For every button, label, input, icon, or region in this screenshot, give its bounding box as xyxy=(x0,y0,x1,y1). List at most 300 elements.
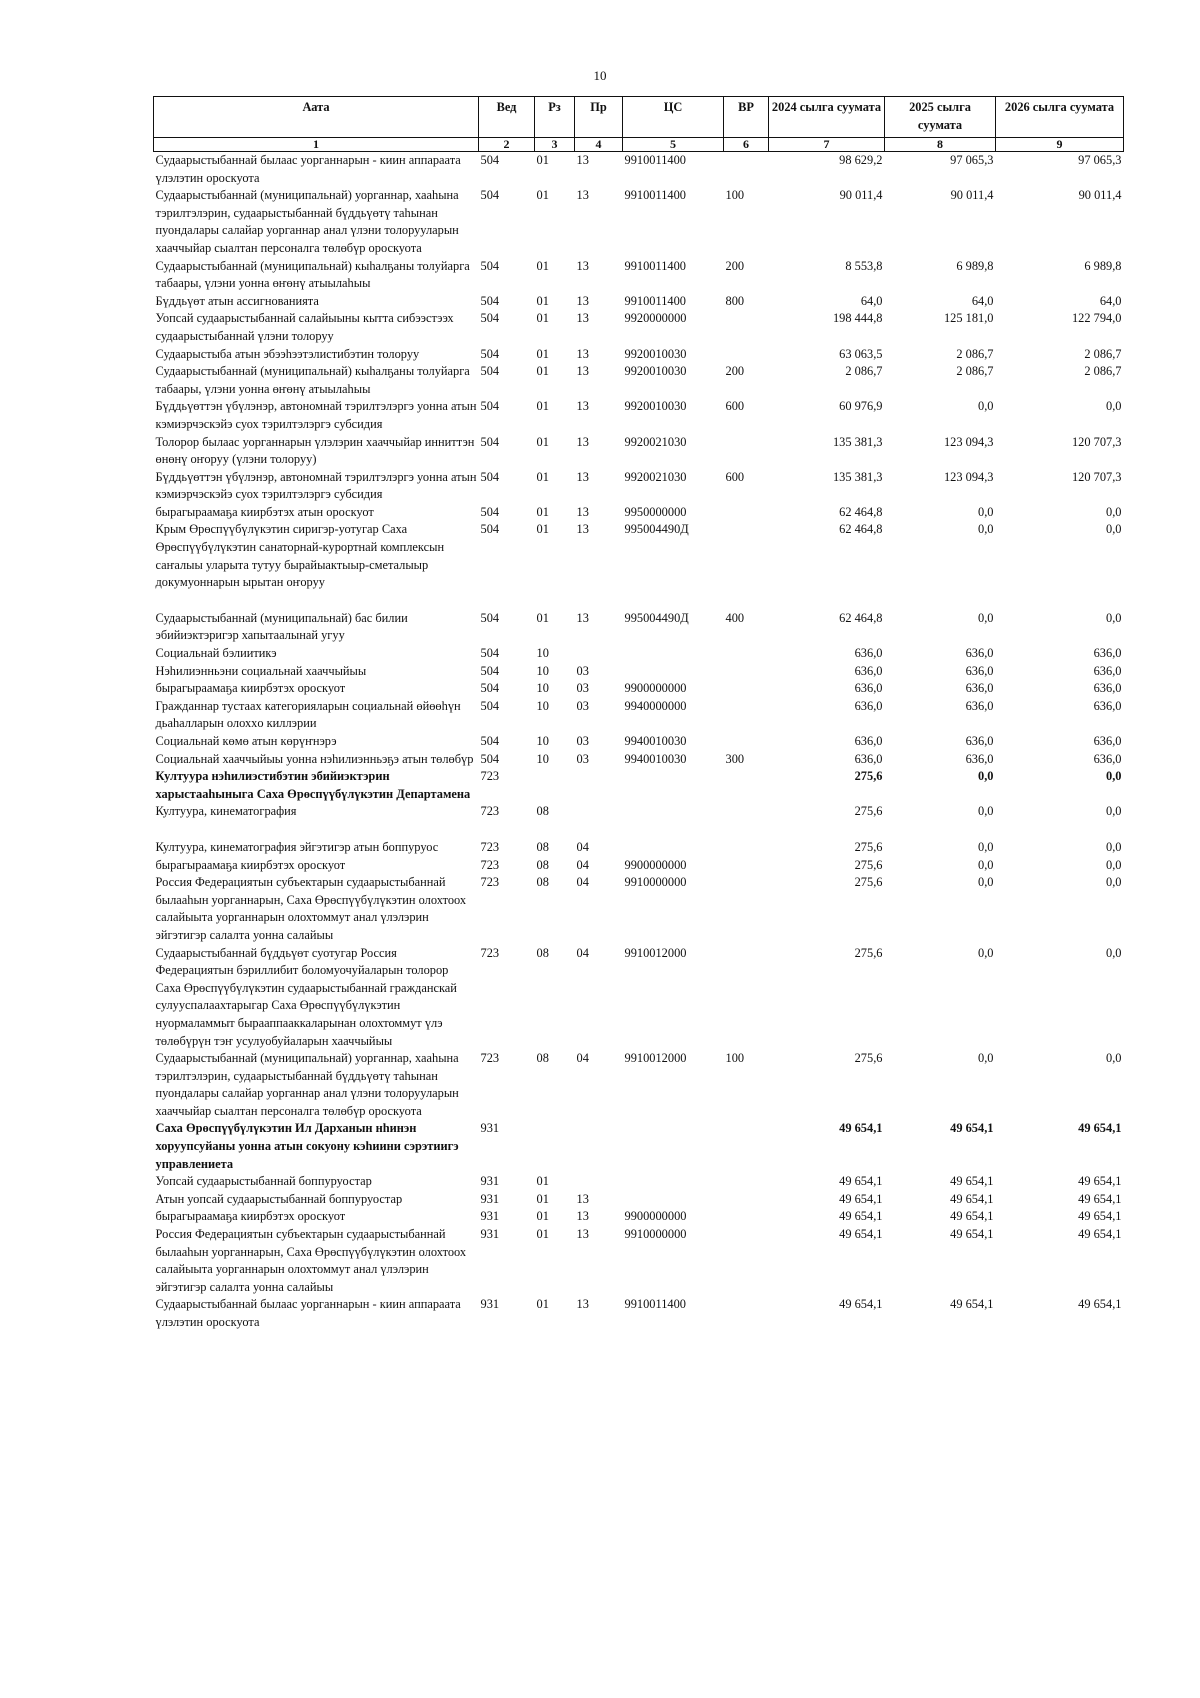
row-cs: 9910012000 xyxy=(624,1051,687,1066)
row-name: бырагыраамаҕа киирбэтэх ороскуот xyxy=(155,857,346,872)
row-name: бырагыраамаҕа киирбэтэх атын ороскуот xyxy=(155,504,374,519)
row-amount-2026: 2 086,7 xyxy=(1084,346,1122,361)
row-rz: 01 xyxy=(536,1297,549,1312)
row-amount-2024: 275,6 xyxy=(854,875,883,890)
row-amount-2026: 0,0 xyxy=(1106,1051,1122,1066)
column-number: 2 xyxy=(479,138,535,152)
row-amount-2024: 2 086,7 xyxy=(845,364,883,379)
row-rz: 08 xyxy=(536,1051,549,1066)
row-amount-2024: 49 654,1 xyxy=(839,1297,883,1312)
row-amount-2025: 90 011,4 xyxy=(950,188,994,203)
column-number: 7 xyxy=(769,138,885,152)
row-ved: 723 xyxy=(480,769,500,784)
row-amount-2026: 636,0 xyxy=(1093,751,1122,766)
row-ved: 931 xyxy=(480,1174,500,1189)
row-cs: 9910012000 xyxy=(624,945,687,960)
table-row xyxy=(154,152,1124,188)
row-ved: 931 xyxy=(480,1297,500,1312)
row-amount-2024: 198 444,8 xyxy=(832,311,883,326)
table-row xyxy=(154,803,1124,839)
row-name: Култуура, кинематография эйгэтигэр атын боппуруос xyxy=(155,839,439,854)
row-vr: 600 xyxy=(725,399,745,414)
row-pr xyxy=(575,1120,623,1173)
row-amount-2024: 63 063,5 xyxy=(839,346,883,361)
row-pr: 04 xyxy=(576,1051,589,1066)
row-cs: 9910011400 xyxy=(624,258,686,273)
row-pr: 13 xyxy=(576,364,589,379)
row-ved: 931 xyxy=(480,1121,500,1136)
row-pr: 03 xyxy=(576,681,589,696)
row-amount-2025: 49 654,1 xyxy=(950,1209,994,1224)
row-cs: 9900000000 xyxy=(624,857,687,872)
row-amount-2026: 636,0 xyxy=(1093,734,1122,748)
row-amount-2026: 49 654,1 xyxy=(1078,1191,1122,1206)
row-cs: 9910011400 xyxy=(624,188,686,203)
row-ved: 504 xyxy=(480,698,500,713)
row-vr xyxy=(724,733,769,751)
header-2024: 2024 сылга суумата xyxy=(769,97,885,138)
row-name: Россия Федерациятын субъектарын судаарыстыбаннай былааһын уорганнарын, Саха Өрөспүүбүлүкэтин олохтоох салайыыта уорганнарын олохтоммут анал үлэлэрин эйгэтигэр салалта уонна салайыы xyxy=(155,1227,467,1294)
row-amount-2024: 8 553,8 xyxy=(845,258,883,273)
row-amount-2026: 64,0 xyxy=(1099,293,1122,308)
row-pr: 13 xyxy=(576,258,589,273)
row-amount-2025: 64,0 xyxy=(971,293,994,308)
row-ved: 504 xyxy=(480,751,500,766)
row-ved: 504 xyxy=(480,504,500,519)
row-amount-2025: 2 086,7 xyxy=(956,346,994,361)
row-name: Судаарыстыбаннай (муниципальнай) бас билии эбийиэктэригэр хапытаалынай угуу xyxy=(155,610,408,643)
row-name: Нэһилиэнньэни социальнай хааччыйыы xyxy=(155,663,367,678)
row-amount-2026: 49 654,1 xyxy=(1078,1209,1122,1224)
table-row xyxy=(154,1296,1124,1331)
row-rz: 01 xyxy=(536,434,549,449)
header-2025: 2025 сылга суумата xyxy=(885,97,996,138)
row-rz xyxy=(535,1120,575,1173)
row-amount-2025: 636,0 xyxy=(965,751,994,766)
row-pr: 13 xyxy=(576,399,589,414)
row-name: Судаарыстыбаннай бүддьүөт суотугар Россия Федерациятын бэриллибит боломуочуйаларын толорор Саха Өрөспүүбүлүкэтин судаарыстыбаннай гражданскай сулууспалаахтарыгар Саха Өрөспүүбүлүкэтин нуормаламмыт бырааппааккаларынан олохтоммут үлэ төлөбүрүн тэҥ усулуобуйаларын хааччыйыы xyxy=(155,945,457,1048)
row-vr xyxy=(724,768,769,803)
row-rz: 01 xyxy=(536,469,549,484)
row-rz: 10 xyxy=(536,663,549,678)
row-rz: 01 xyxy=(536,1209,549,1224)
row-cs: 9910000000 xyxy=(624,875,687,890)
row-name: Судаарыстыба атын эбээһээтэлистибэтин толоруу xyxy=(155,346,420,361)
table-row xyxy=(154,521,1124,609)
row-amount-2026: 636,0 xyxy=(1093,698,1122,713)
row-ved: 723 xyxy=(480,1051,500,1066)
table-row xyxy=(154,645,1124,663)
row-amount-2024: 49 654,1 xyxy=(839,1191,883,1206)
row-vr xyxy=(724,310,769,345)
row-amount-2025: 636,0 xyxy=(965,681,994,696)
column-number: 6 xyxy=(724,138,769,152)
row-ved: 504 xyxy=(480,293,500,308)
row-cs: 9900000000 xyxy=(624,1209,687,1224)
table-row xyxy=(154,698,1124,733)
row-vr: 600 xyxy=(725,469,745,484)
row-amount-2024: 636,0 xyxy=(854,734,883,748)
row-amount-2024: 636,0 xyxy=(854,681,883,696)
row-rz: 01 xyxy=(536,346,549,361)
row-cs: 9910011400 xyxy=(624,153,686,167)
row-cs: 995004490Д xyxy=(624,610,689,625)
row-amount-2026: 0,0 xyxy=(1106,857,1122,872)
table-row xyxy=(154,363,1124,398)
row-amount-2026: 636,0 xyxy=(1093,681,1122,696)
row-pr: 13 xyxy=(576,610,589,625)
row-pr xyxy=(575,768,623,803)
row-vr: 100 xyxy=(725,1051,745,1066)
table-row xyxy=(154,751,1124,769)
row-amount-2024: 135 381,3 xyxy=(832,469,883,484)
row-name: Култуура, кинематография xyxy=(155,804,297,819)
row-amount-2025: 0,0 xyxy=(978,945,994,960)
row-cs xyxy=(623,663,724,681)
row-ved: 504 xyxy=(480,311,500,326)
row-amount-2024: 49 654,1 xyxy=(839,1121,883,1136)
row-vr: 800 xyxy=(725,293,745,308)
row-amount-2024: 275,6 xyxy=(854,1051,883,1066)
row-amount-2024: 62 464,8 xyxy=(839,522,883,537)
row-amount-2026: 2 086,7 xyxy=(1084,364,1122,379)
row-name: Судаарыстыбаннай (муниципальнай) уорганнар, хааһына тэрилтэлэрин, судаарыстыбаннай бүддьүөтү таһынан пуондалары салайар уорганнар анал үлэни толорууларын хааччыйар сыалтан персоналга төлөбүр ороскуота xyxy=(155,188,459,255)
row-amount-2025: 0,0 xyxy=(978,839,994,854)
row-amount-2024: 636,0 xyxy=(854,646,883,661)
row-rz: 01 xyxy=(536,1174,549,1189)
header-vr: ВР xyxy=(724,97,769,138)
row-vr xyxy=(724,874,769,944)
row-cs: 9920000000 xyxy=(624,311,687,326)
row-amount-2025: 0,0 xyxy=(978,399,994,414)
row-vr xyxy=(724,346,769,364)
row-name: Судаарыстыбаннай былаас уорганнарын - киин аппараата үлэлэтин ороскуота xyxy=(155,153,461,185)
row-ved: 504 xyxy=(480,469,500,484)
row-amount-2026: 120 707,3 xyxy=(1071,469,1122,484)
row-amount-2024: 90 011,4 xyxy=(839,188,883,203)
row-amount-2025: 636,0 xyxy=(965,663,994,678)
row-cs xyxy=(623,768,724,803)
column-number: 3 xyxy=(535,138,575,152)
row-cs: 9940000000 xyxy=(624,698,687,713)
row-cs: 9910000000 xyxy=(624,1227,687,1242)
row-vr xyxy=(724,803,769,839)
column-number: 1 xyxy=(154,138,479,152)
row-ved: 504 xyxy=(480,663,500,678)
table-row xyxy=(154,663,1124,681)
row-rz: 01 xyxy=(536,1227,549,1242)
row-ved: 504 xyxy=(480,153,500,167)
row-amount-2024: 275,6 xyxy=(854,804,883,819)
row-amount-2026: 636,0 xyxy=(1093,646,1122,661)
row-amount-2025: 636,0 xyxy=(965,734,994,748)
row-rz: 08 xyxy=(536,875,549,890)
column-number: 4 xyxy=(575,138,623,152)
row-rz: 10 xyxy=(536,751,549,766)
row-amount-2026: 122 794,0 xyxy=(1071,311,1122,326)
row-ved: 504 xyxy=(480,610,500,625)
row-pr: 03 xyxy=(576,751,589,766)
row-amount-2024: 49 654,1 xyxy=(839,1227,883,1242)
row-amount-2026: 0,0 xyxy=(1106,945,1122,960)
row-vr xyxy=(724,504,769,522)
row-amount-2025: 0,0 xyxy=(978,610,994,625)
row-ved: 504 xyxy=(480,399,500,414)
header-name: Аата xyxy=(154,97,479,138)
row-ved: 723 xyxy=(480,839,500,854)
row-amount-2025: 0,0 xyxy=(978,769,994,784)
row-vr xyxy=(724,434,769,469)
row-vr xyxy=(724,839,769,857)
row-amount-2025: 0,0 xyxy=(978,504,994,519)
row-pr: 13 xyxy=(576,346,589,361)
row-cs: 9950000000 xyxy=(624,504,687,519)
row-amount-2026: 0,0 xyxy=(1106,769,1122,784)
row-rz: 01 xyxy=(536,364,549,379)
page-number: 10 xyxy=(593,68,607,83)
table-row xyxy=(154,346,1124,364)
row-cs: 9920010030 xyxy=(624,399,687,414)
row-pr: 03 xyxy=(576,734,589,748)
row-amount-2026: 6 989,8 xyxy=(1084,258,1122,273)
row-ved: 723 xyxy=(480,857,500,872)
row-cs xyxy=(623,803,724,839)
row-vr: 200 xyxy=(725,364,745,379)
row-amount-2026: 0,0 xyxy=(1106,610,1122,625)
column-number: 8 xyxy=(885,138,996,152)
row-amount-2025: 49 654,1 xyxy=(950,1174,994,1189)
table-row xyxy=(154,1173,1124,1191)
column-number: 9 xyxy=(996,138,1124,152)
row-pr xyxy=(575,645,623,663)
table-row xyxy=(154,1191,1124,1209)
row-amount-2025: 49 654,1 xyxy=(950,1227,994,1242)
row-vr xyxy=(724,645,769,663)
table-row xyxy=(154,945,1124,1051)
row-rz xyxy=(535,768,575,803)
row-pr: 13 xyxy=(576,504,589,519)
row-amount-2024: 49 654,1 xyxy=(839,1174,883,1189)
row-amount-2026: 0,0 xyxy=(1106,522,1122,537)
row-amount-2026: 0,0 xyxy=(1106,839,1122,854)
row-vr xyxy=(724,521,769,609)
header-2026: 2026 сылга суумата xyxy=(996,97,1124,138)
table-row xyxy=(154,1050,1124,1120)
row-name: Уопсай судаарыстыбаннай салайыыны кытта сибээстээх судаарыстыбаннай үлэни толоруу xyxy=(155,311,454,343)
row-amount-2026: 97 065,3 xyxy=(1078,153,1122,167)
row-pr xyxy=(575,803,623,839)
row-amount-2026: 0,0 xyxy=(1106,875,1122,890)
row-ved: 504 xyxy=(480,364,500,379)
row-vr xyxy=(724,1226,769,1296)
row-cs: 9900000000 xyxy=(624,681,687,696)
row-ved: 504 xyxy=(480,258,500,273)
table-row xyxy=(154,857,1124,875)
table-row xyxy=(154,1226,1124,1296)
row-cs: 9920021030 xyxy=(624,434,687,449)
row-amount-2026: 49 654,1 xyxy=(1078,1174,1122,1189)
row-name: Судаарыстыбаннай (муниципальнай) кыһалҕаны толуйарга табаары, үлэни уонна өҥөнү атыылаһыы xyxy=(155,258,470,291)
row-amount-2025: 49 654,1 xyxy=(950,1297,994,1312)
row-vr xyxy=(724,857,769,875)
row-amount-2024: 275,6 xyxy=(854,945,883,960)
row-vr xyxy=(724,1296,769,1331)
row-ved: 504 xyxy=(480,646,500,661)
row-amount-2025: 0,0 xyxy=(978,875,994,890)
row-amount-2025: 6 989,8 xyxy=(956,258,994,273)
row-amount-2025: 123 094,3 xyxy=(943,469,994,484)
row-amount-2025: 49 654,1 xyxy=(950,1121,994,1136)
row-rz: 01 xyxy=(536,258,549,273)
column-number: 5 xyxy=(623,138,724,152)
row-amount-2026: 0,0 xyxy=(1106,504,1122,519)
row-rz: 10 xyxy=(536,681,549,696)
row-ved: 723 xyxy=(480,875,500,890)
row-pr: 04 xyxy=(576,857,589,872)
row-amount-2026: 0,0 xyxy=(1106,804,1122,819)
row-rz: 01 xyxy=(536,522,549,537)
table-header xyxy=(154,97,1124,152)
row-amount-2025: 0,0 xyxy=(978,522,994,537)
row-vr xyxy=(724,698,769,733)
row-name: Судаарыстыбаннай (муниципальнай) уорганнар, хааһына тэрилтэлэрин, судаарыстыбаннай бүддьүөтү таһынан пуондалары салайар уорганнар анал үлэни толорууларын хааччыйар сыалтан персоналга төлөбүр ороскуота xyxy=(155,1051,459,1118)
row-rz: 08 xyxy=(536,804,549,819)
row-ved: 723 xyxy=(480,945,500,960)
row-rz: 10 xyxy=(536,734,549,748)
row-amount-2026: 90 011,4 xyxy=(1078,188,1122,203)
row-cs: 9940010030 xyxy=(624,734,687,748)
row-rz: 01 xyxy=(536,311,549,326)
row-rz: 01 xyxy=(536,293,549,308)
table-row xyxy=(154,610,1124,645)
row-amount-2024: 98 629,2 xyxy=(839,153,883,167)
row-pr: 03 xyxy=(576,698,589,713)
row-name: Россия Федерациятын субъектарын судаарыстыбаннай былааһын уорганнарын, Саха Өрөспүүбүлүкэтин олохтоох салайыыта уорганнарын олохтоммут анал үлэлэрин эйгэтигэр салалта уонна салайыы xyxy=(155,875,467,942)
row-vr xyxy=(724,1173,769,1191)
row-name: Толорор былаас уорганнарын үлэлэрин хааччыйар инниттэн өнөнү оҥоруу (үлэни толоруу) xyxy=(155,434,475,467)
row-vr: 200 xyxy=(725,258,745,273)
table-row xyxy=(154,839,1124,857)
row-cs xyxy=(623,1173,724,1191)
row-name: бырагыраамаҕа киирбэтэх ороскуот xyxy=(155,1209,346,1224)
row-amount-2024: 49 654,1 xyxy=(839,1209,883,1224)
row-name: Бүддьүөттэн үбүлэнэр, автономнай тэрилтэлэргэ уонна атын кэмиэрчэскэйэ суох тэрилтэлэргэ субсидия xyxy=(155,469,477,502)
table-row xyxy=(154,680,1124,698)
row-ved: 504 xyxy=(480,346,500,361)
row-name: Социальнай бэлиитикэ xyxy=(155,646,277,661)
row-pr: 13 xyxy=(576,522,589,537)
row-cs xyxy=(623,839,724,857)
row-pr: 13 xyxy=(576,311,589,326)
row-ved: 504 xyxy=(480,434,500,449)
table-row xyxy=(154,310,1124,345)
row-amount-2026: 49 654,1 xyxy=(1078,1121,1122,1136)
row-amount-2024: 636,0 xyxy=(854,698,883,713)
table-row xyxy=(154,187,1124,257)
row-name: Социальнай хааччыйыы уонна нэһилиэнньэҕэ атын төлөбүр xyxy=(155,751,474,766)
row-pr: 04 xyxy=(576,945,589,960)
row-amount-2024: 275,6 xyxy=(854,769,883,784)
table-row xyxy=(154,874,1124,944)
row-amount-2026: 120 707,3 xyxy=(1071,434,1122,449)
row-pr: 13 xyxy=(576,434,589,449)
row-amount-2025: 49 654,1 xyxy=(950,1191,994,1206)
row-ved: 931 xyxy=(480,1191,500,1206)
row-amount-2024: 636,0 xyxy=(854,751,883,766)
row-amount-2026: 49 654,1 xyxy=(1078,1227,1122,1242)
row-name: Бүддьүөттэн үбүлэнэр, автономнай тэрилтэлэргэ уонна атын кэмиэрчэскэйэ суох тэрилтэлэргэ субсидия xyxy=(155,399,477,431)
row-cs: 9910011400 xyxy=(624,293,686,308)
row-pr: 13 xyxy=(576,1209,589,1224)
row-amount-2026: 0,0 xyxy=(1106,399,1122,414)
row-ved: 931 xyxy=(480,1227,500,1242)
row-vr xyxy=(724,945,769,1051)
row-amount-2025: 0,0 xyxy=(978,857,994,872)
row-cs: 995004490Д xyxy=(624,522,689,537)
row-cs: 9920021030 xyxy=(624,469,687,484)
row-name: Саха Өрөспүүбүлүкэтин Ил Дарханын нһинэн хоруупсуйаны уонна атын сокуону кэһиини сэрэтиигэ управлениета xyxy=(155,1121,459,1171)
row-pr: 04 xyxy=(576,875,589,890)
row-amount-2025: 636,0 xyxy=(965,646,994,661)
row-cs xyxy=(623,1191,724,1209)
table-row xyxy=(154,1120,1124,1173)
row-cs: 9920010030 xyxy=(624,346,687,361)
table-row xyxy=(154,469,1124,504)
row-pr: 13 xyxy=(576,469,589,484)
row-pr: 13 xyxy=(576,188,589,203)
row-cs: 9910011400 xyxy=(624,1297,686,1312)
header-cs: ЦС xyxy=(623,97,724,138)
row-amount-2024: 62 464,8 xyxy=(839,504,883,519)
row-vr xyxy=(724,1120,769,1173)
row-ved: 504 xyxy=(480,188,500,203)
table-row xyxy=(154,258,1124,293)
row-cs: 9940010030 xyxy=(624,751,687,766)
row-amount-2024: 275,6 xyxy=(854,857,883,872)
row-rz: 10 xyxy=(536,698,549,713)
row-pr: 04 xyxy=(576,839,589,854)
row-pr: 13 xyxy=(576,1297,589,1312)
row-pr: 13 xyxy=(576,1191,589,1206)
budget-table xyxy=(153,96,1124,1332)
header-rz: Рз xyxy=(535,97,575,138)
table-row xyxy=(154,768,1124,803)
row-cs xyxy=(623,645,724,663)
row-rz: 01 xyxy=(536,1191,549,1206)
row-amount-2024: 60 976,9 xyxy=(839,399,883,414)
row-name: Култуура нэһилиэстибэтин эбийиэктэрин харыстааһыныгa Саха Өрөспүүбүлүкэтин Департамена xyxy=(155,769,471,801)
row-name: Социальнай көмө атын көрүҥнэрэ xyxy=(155,734,337,748)
row-vr xyxy=(724,663,769,681)
row-rz: 01 xyxy=(536,188,549,203)
row-amount-2025: 0,0 xyxy=(978,804,994,819)
table-row xyxy=(154,504,1124,522)
row-rz: 01 xyxy=(536,504,549,519)
row-name: Судаарыстыбаннай былаас уорганнарын - киин аппараата үлэлэтин ороскуота xyxy=(155,1297,461,1329)
row-rz: 01 xyxy=(536,153,549,167)
row-vr: 100 xyxy=(725,188,745,203)
row-name: Крым Өрөспүүбүлүкэтин сиригэр-уотугар Саха Өрөспүүбүлүкэтин санаторнай-курортнай комплексын саҥалыы уларыта тутуу бырайыактыыр-сметалыыр докумуоннарын ырытан оҥоруу xyxy=(155,522,445,590)
header-pr: Пр xyxy=(575,97,623,138)
row-pr: 13 xyxy=(576,153,589,167)
row-rz: 08 xyxy=(536,839,549,854)
row-pr: 13 xyxy=(576,293,589,308)
row-amount-2026: 49 654,1 xyxy=(1078,1297,1122,1312)
row-amount-2025: 123 094,3 xyxy=(943,434,994,449)
row-amount-2024: 275,6 xyxy=(854,839,883,854)
row-rz: 01 xyxy=(536,610,549,625)
row-name: Судаарыстыбаннай (муниципальнай) кыһалҕаны толуйарга табаары, үлэни уонна өҥөнү атыылаһыы xyxy=(155,364,470,396)
